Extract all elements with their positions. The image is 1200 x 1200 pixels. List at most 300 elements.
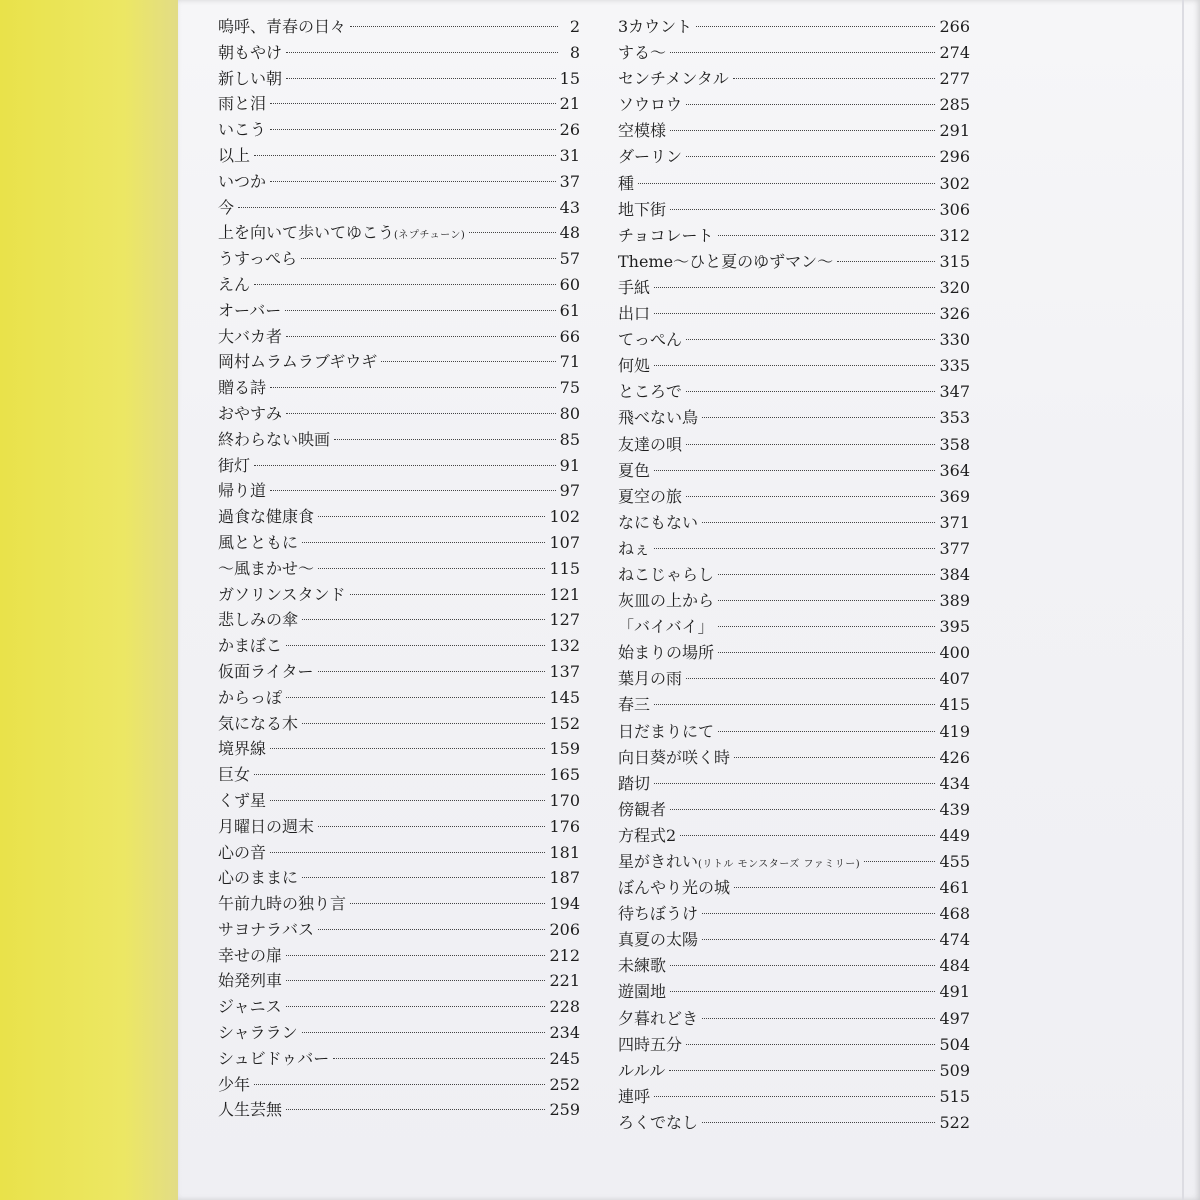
song-title: 朝もやけ bbox=[218, 42, 283, 62]
toc-entry-title bbox=[218, 1097, 282, 1123]
toc-entry-title bbox=[218, 375, 266, 401]
song-title: うすっぺら bbox=[218, 249, 298, 269]
dotted-leader bbox=[270, 129, 556, 130]
toc-entry bbox=[218, 582, 580, 608]
toc-entry bbox=[218, 1046, 580, 1072]
toc-entry bbox=[218, 169, 580, 195]
dotted-leader bbox=[286, 413, 556, 414]
toc-page-number: 358 bbox=[939, 434, 970, 454]
dotted-leader bbox=[670, 52, 935, 53]
song-title: 空模様 bbox=[618, 121, 667, 141]
toc-entry-title bbox=[218, 453, 250, 479]
toc-page-number: 291 bbox=[939, 121, 970, 141]
toc-entry-title bbox=[218, 1020, 298, 1046]
toc-entry bbox=[618, 797, 970, 823]
toc-page-number: 152 bbox=[549, 713, 580, 733]
toc-entry-title bbox=[618, 849, 860, 878]
toc-page-number: 419 bbox=[939, 721, 970, 741]
toc-entry-title bbox=[218, 814, 314, 840]
song-title: 夏空の旅 bbox=[618, 486, 683, 506]
song-title: 出口 bbox=[618, 304, 651, 324]
song-title: 「バイバイ」 bbox=[618, 617, 714, 637]
toc-page-number: 455 bbox=[939, 852, 970, 871]
toc-entry bbox=[218, 375, 580, 401]
dotted-leader bbox=[318, 671, 546, 672]
toc-page-number: 137 bbox=[549, 661, 580, 681]
toc-entry-title bbox=[618, 1058, 665, 1084]
toc-entry-title bbox=[218, 401, 282, 427]
dotted-leader bbox=[254, 1084, 545, 1085]
toc-entry-title bbox=[218, 917, 314, 943]
song-title: 春三 bbox=[618, 695, 651, 715]
song-title: 午前九時の独り言 bbox=[218, 894, 347, 914]
toc-entry bbox=[218, 917, 580, 943]
song-title: 友達の唄 bbox=[618, 434, 683, 454]
toc-entry-title bbox=[218, 556, 314, 582]
dotted-leader bbox=[654, 1096, 935, 1097]
song-title: 風とともに bbox=[218, 532, 299, 552]
toc-entry bbox=[618, 927, 970, 953]
toc-page-number: 274 bbox=[939, 43, 970, 63]
song-title: ぼんやり光の城 bbox=[618, 878, 731, 898]
toc-page-number: 48 bbox=[559, 223, 580, 243]
page-edge-divider bbox=[1182, 0, 1184, 1200]
toc-entry-title bbox=[618, 327, 682, 353]
toc-entry-title bbox=[218, 711, 298, 737]
toc-entry bbox=[618, 1006, 970, 1032]
song-title: おやすみ bbox=[218, 403, 283, 423]
dotted-leader bbox=[654, 287, 935, 288]
song-title: ～風まかせ～ bbox=[218, 558, 315, 578]
dotted-leader bbox=[669, 1070, 935, 1071]
toc-entry-title bbox=[218, 504, 314, 530]
toc-entry bbox=[618, 666, 970, 692]
song-title: 星がきれい bbox=[618, 852, 699, 871]
song-title: 街灯 bbox=[218, 455, 251, 475]
song-title: 四時五分 bbox=[618, 1034, 683, 1054]
dotted-leader bbox=[301, 258, 556, 259]
toc-page-number: 474 bbox=[939, 930, 970, 950]
toc-page-number: 364 bbox=[939, 460, 970, 480]
song-title: からっぽ bbox=[218, 687, 283, 707]
toc-page-number: 347 bbox=[939, 382, 970, 402]
dotted-leader bbox=[686, 496, 935, 497]
dotted-leader bbox=[285, 310, 555, 311]
toc-page-number: 335 bbox=[939, 356, 970, 376]
song-title: 種 bbox=[618, 173, 635, 193]
toc-entry bbox=[618, 1110, 970, 1136]
dotted-leader bbox=[837, 261, 935, 262]
dotted-leader bbox=[654, 548, 935, 549]
toc-entry-title bbox=[218, 943, 282, 969]
toc-entry-title bbox=[618, 927, 698, 953]
dotted-leader bbox=[686, 156, 935, 157]
dotted-leader bbox=[654, 470, 935, 471]
song-title: 嗚呼、青春の日々 bbox=[218, 17, 347, 36]
toc-entry bbox=[618, 458, 970, 484]
toc-page-number: 2 bbox=[569, 17, 580, 36]
toc-entry-title bbox=[218, 246, 297, 272]
toc-page-number: 484 bbox=[939, 956, 970, 976]
song-title: 大バカ者 bbox=[218, 326, 283, 346]
toc-page-number: 37 bbox=[559, 171, 580, 191]
song-title: 人生芸無 bbox=[218, 1100, 283, 1120]
toc-entry bbox=[618, 562, 970, 588]
song-title: 新しい朝 bbox=[218, 68, 283, 88]
toc-entry-title bbox=[618, 979, 666, 1005]
song-title: 心のままに bbox=[218, 868, 299, 888]
toc-entry bbox=[218, 117, 580, 143]
dotted-leader bbox=[302, 723, 545, 724]
toc-entry bbox=[218, 1097, 580, 1123]
toc-entry bbox=[218, 91, 580, 117]
song-title: 方程式2 bbox=[618, 825, 677, 845]
toc-entry bbox=[618, 823, 970, 849]
dotted-leader bbox=[734, 757, 935, 758]
toc-page-number: 176 bbox=[549, 816, 580, 836]
dotted-leader bbox=[286, 52, 558, 53]
dotted-leader bbox=[254, 284, 556, 285]
song-title: 悲しみの傘 bbox=[218, 610, 299, 630]
dotted-leader bbox=[302, 619, 545, 620]
song-title: 連呼 bbox=[618, 1086, 651, 1106]
song-title: 夏色 bbox=[618, 460, 651, 480]
toc-page-number: 259 bbox=[549, 1100, 580, 1120]
toc-page-number: 266 bbox=[939, 17, 970, 36]
toc-entry-title bbox=[618, 875, 730, 901]
dotted-leader bbox=[270, 852, 545, 853]
song-title: チョコレート bbox=[618, 225, 714, 245]
toc-entry bbox=[618, 432, 970, 458]
dotted-leader bbox=[333, 1058, 545, 1059]
toc-page-number: 159 bbox=[549, 739, 580, 759]
toc-entry bbox=[618, 510, 970, 536]
toc-page-number: 306 bbox=[939, 199, 970, 219]
dotted-leader bbox=[718, 626, 936, 627]
toc-entry-title bbox=[618, 249, 833, 275]
dotted-leader bbox=[254, 155, 556, 156]
toc-entry-title bbox=[618, 771, 650, 797]
toc-entry bbox=[218, 994, 580, 1020]
dotted-leader bbox=[696, 26, 935, 27]
toc-entry bbox=[618, 901, 970, 927]
toc-page-number: 181 bbox=[549, 842, 580, 862]
toc-entry bbox=[218, 1020, 580, 1046]
toc-page-number: 121 bbox=[549, 584, 580, 604]
dotted-leader bbox=[670, 809, 935, 810]
song-title: 真夏の太陽 bbox=[618, 930, 699, 950]
toc-page-number: 206 bbox=[549, 919, 580, 939]
toc-entry bbox=[218, 607, 580, 633]
song-title: 夕暮れどき bbox=[618, 1008, 699, 1028]
toc-page-number: 221 bbox=[549, 971, 580, 991]
toc-entry-title bbox=[218, 762, 250, 788]
toc-entry-title bbox=[618, 536, 650, 562]
song-title: なにもない bbox=[618, 512, 699, 532]
dotted-leader bbox=[686, 339, 935, 340]
toc-entry-title bbox=[618, 275, 650, 301]
song-title: 飛べない鳥 bbox=[618, 408, 699, 428]
toc-entry-title bbox=[618, 745, 730, 771]
toc-entry bbox=[218, 66, 580, 92]
toc-entry-title bbox=[618, 458, 650, 484]
song-artist-note: (ネプチューン) bbox=[394, 230, 466, 242]
toc-entry-title bbox=[618, 484, 682, 510]
toc-entry bbox=[618, 640, 970, 666]
toc-entry-title bbox=[618, 614, 714, 640]
toc-entry-title bbox=[218, 736, 266, 762]
dotted-leader bbox=[350, 594, 546, 595]
song-title: 踏切 bbox=[618, 773, 651, 793]
toc-entry bbox=[218, 840, 580, 866]
toc-page-number: 491 bbox=[939, 982, 970, 1002]
toc-page-number: 115 bbox=[549, 558, 580, 578]
toc-entry-title bbox=[218, 633, 282, 659]
toc-page-number: 97 bbox=[559, 481, 580, 501]
toc-entry-title bbox=[218, 659, 314, 685]
dotted-leader bbox=[718, 574, 935, 575]
dotted-leader bbox=[286, 697, 545, 698]
dotted-leader bbox=[702, 939, 935, 940]
toc-page-number: 389 bbox=[939, 591, 970, 611]
toc-entry bbox=[218, 478, 580, 504]
toc-entry bbox=[618, 92, 970, 118]
toc-page-number: 57 bbox=[559, 249, 580, 269]
dotted-leader bbox=[734, 887, 935, 888]
toc-entry bbox=[618, 1084, 970, 1110]
dotted-leader bbox=[381, 361, 555, 362]
toc-entry-title bbox=[618, 1032, 682, 1058]
toc-page-number: 85 bbox=[559, 429, 580, 449]
toc-page-number: 187 bbox=[549, 868, 580, 888]
toc-entry-title bbox=[218, 40, 282, 66]
dotted-leader bbox=[302, 542, 545, 543]
toc-page-number: 285 bbox=[939, 95, 970, 115]
song-title: 仮面ライター bbox=[218, 661, 314, 681]
dotted-leader bbox=[318, 826, 545, 827]
toc-entry bbox=[618, 1032, 970, 1058]
song-title: サヨナラバス bbox=[218, 919, 315, 939]
toc-entry-title bbox=[218, 349, 377, 375]
song-title: 地下街 bbox=[618, 199, 667, 219]
dotted-leader bbox=[670, 965, 935, 966]
song-title: 灰皿の上から bbox=[618, 591, 715, 611]
toc-entry-title bbox=[218, 968, 282, 994]
toc-entry-title bbox=[618, 432, 682, 458]
toc-page-number: 330 bbox=[939, 330, 970, 350]
toc-entry-title bbox=[218, 298, 281, 324]
dotted-leader bbox=[238, 207, 556, 208]
toc-page-number: 102 bbox=[549, 507, 580, 527]
toc-entry bbox=[218, 968, 580, 994]
toc-entry-title bbox=[218, 14, 346, 40]
toc-entry bbox=[218, 504, 580, 530]
toc-entry-title bbox=[618, 588, 714, 614]
toc-entry-title bbox=[618, 901, 698, 927]
song-title: ろくでなし bbox=[618, 1112, 699, 1132]
song-title: 上を向いて歩いてゆこう bbox=[218, 223, 395, 243]
song-title: えん bbox=[218, 274, 251, 294]
dotted-leader bbox=[469, 232, 555, 233]
song-title: 境界線 bbox=[218, 739, 267, 759]
song-title: 待ちぼうけ bbox=[618, 904, 699, 924]
toc-entry-title bbox=[218, 117, 266, 143]
dotted-leader bbox=[270, 387, 556, 388]
toc-entry-title bbox=[218, 272, 250, 298]
toc-page-number: 415 bbox=[939, 695, 970, 715]
toc-entry-title bbox=[218, 478, 266, 504]
toc-entry-title bbox=[618, 14, 692, 40]
toc-entry bbox=[618, 249, 970, 275]
toc-page-number: 522 bbox=[939, 1112, 970, 1132]
toc-entry bbox=[218, 1072, 580, 1098]
toc-entry bbox=[218, 40, 580, 66]
toc-page-number: 326 bbox=[939, 304, 970, 324]
toc-entry-title bbox=[218, 1046, 329, 1072]
dotted-leader bbox=[686, 391, 936, 392]
dotted-leader bbox=[270, 181, 556, 182]
toc-entry-title bbox=[618, 1006, 698, 1032]
toc-entry bbox=[618, 953, 970, 979]
dotted-leader bbox=[702, 913, 935, 914]
toc-page-number: 434 bbox=[939, 773, 970, 793]
toc-entry bbox=[218, 401, 580, 427]
song-title: くず星 bbox=[218, 790, 267, 810]
dotted-leader bbox=[286, 336, 556, 337]
dotted-leader bbox=[318, 568, 545, 569]
toc-page-number: 165 bbox=[549, 765, 580, 785]
toc-entry bbox=[618, 144, 970, 170]
toc-page-number: 60 bbox=[559, 274, 580, 294]
toc-page-number: 43 bbox=[559, 197, 580, 217]
toc-entry bbox=[618, 66, 970, 92]
dotted-leader bbox=[286, 78, 556, 79]
dotted-leader bbox=[654, 365, 935, 366]
toc-page-number: 509 bbox=[939, 1060, 970, 1080]
toc-entry-title bbox=[618, 40, 666, 66]
toc-entry bbox=[218, 246, 580, 272]
dotted-leader bbox=[864, 861, 935, 862]
song-title: 贈る詩 bbox=[218, 378, 267, 398]
dotted-leader bbox=[270, 800, 545, 801]
toc-entry-title bbox=[218, 788, 266, 814]
song-title: 傍観者 bbox=[618, 799, 667, 819]
song-artist-note: (リトル モンスターズ ファミリー) bbox=[698, 859, 861, 870]
dotted-leader bbox=[702, 522, 935, 523]
song-title: 日だまりにて bbox=[618, 721, 715, 741]
song-title: 雨と泪 bbox=[218, 94, 267, 114]
toc-entry bbox=[618, 301, 970, 327]
song-title: シュビドゥバー bbox=[218, 1048, 330, 1068]
dotted-leader bbox=[702, 1122, 935, 1123]
toc-entry-title bbox=[218, 143, 250, 169]
toc-entry bbox=[218, 427, 580, 453]
dotted-leader bbox=[318, 516, 545, 517]
toc-entry-title bbox=[618, 301, 650, 327]
dotted-leader bbox=[286, 955, 545, 956]
dotted-leader bbox=[654, 704, 935, 705]
toc-entry bbox=[218, 453, 580, 479]
song-title: 幸せの扉 bbox=[218, 945, 283, 965]
toc-entry-title bbox=[218, 840, 266, 866]
toc-page-number: 21 bbox=[559, 94, 580, 114]
song-title: てっぺん bbox=[618, 330, 683, 350]
toc-entry-title bbox=[618, 144, 682, 170]
dotted-leader bbox=[654, 783, 935, 784]
toc-entry bbox=[618, 771, 970, 797]
toc-entry-title bbox=[218, 994, 282, 1020]
song-title: オーバー bbox=[218, 300, 282, 320]
toc-entry-title bbox=[218, 324, 282, 350]
toc-entry-title bbox=[218, 685, 282, 711]
dotted-leader bbox=[286, 1109, 545, 1110]
toc-page-number: 80 bbox=[559, 403, 580, 423]
toc-entry-title bbox=[218, 427, 330, 453]
song-title: Theme～ひと夏のゆずマン～ bbox=[618, 251, 834, 271]
toc-entry bbox=[618, 875, 970, 901]
dotted-leader bbox=[718, 652, 935, 653]
song-title: する～ bbox=[618, 43, 667, 63]
toc-entry bbox=[218, 865, 580, 891]
yellow-cover-edge bbox=[0, 0, 178, 1200]
toc-entry bbox=[618, 614, 970, 640]
toc-page-number: 107 bbox=[549, 532, 580, 552]
toc-entry bbox=[218, 556, 580, 582]
toc-page-number: 228 bbox=[549, 997, 580, 1017]
toc-page-number: 395 bbox=[939, 617, 970, 637]
toc-entry-title bbox=[618, 640, 714, 666]
dotted-leader bbox=[270, 490, 556, 491]
toc-entry-title bbox=[218, 865, 298, 891]
toc-page-number: 61 bbox=[559, 300, 580, 320]
song-title: 始発列車 bbox=[218, 971, 283, 991]
toc-entry-title bbox=[618, 379, 682, 405]
toc-page-number: 66 bbox=[559, 326, 580, 346]
song-title: 葉月の雨 bbox=[618, 669, 683, 689]
song-title: 以上 bbox=[218, 145, 251, 165]
toc-entry bbox=[618, 223, 970, 249]
toc-entry-title bbox=[618, 510, 698, 536]
toc-entry bbox=[218, 220, 580, 246]
song-title: いつか bbox=[218, 171, 267, 191]
song-title: 未練歌 bbox=[618, 956, 667, 976]
song-title: 何処 bbox=[618, 356, 651, 376]
toc-page-number: 170 bbox=[549, 790, 580, 810]
toc-page-number: 91 bbox=[559, 455, 580, 475]
dotted-leader bbox=[733, 78, 936, 79]
song-title: 今 bbox=[218, 197, 235, 217]
toc-entry bbox=[218, 324, 580, 350]
toc-entry bbox=[618, 118, 970, 144]
song-title: ねこじゃらし bbox=[618, 564, 715, 584]
dotted-leader bbox=[702, 1018, 935, 1019]
toc-entry-title bbox=[218, 1072, 250, 1098]
toc-page-number: 439 bbox=[939, 799, 970, 819]
toc-entry-title bbox=[618, 666, 682, 692]
toc-entry-title bbox=[618, 223, 714, 249]
toc-page-number: 8 bbox=[569, 42, 580, 62]
toc-page-number: 497 bbox=[939, 1008, 970, 1028]
song-title: 月曜日の週末 bbox=[218, 816, 315, 836]
toc-entry bbox=[218, 891, 580, 917]
dotted-leader bbox=[654, 313, 935, 314]
toc-entry-title bbox=[618, 823, 676, 849]
dotted-leader bbox=[334, 439, 556, 440]
toc-entry-title bbox=[618, 92, 682, 118]
dotted-leader bbox=[286, 1006, 546, 1007]
toc-page-number: 369 bbox=[939, 486, 970, 506]
song-title: ところで bbox=[618, 382, 682, 402]
